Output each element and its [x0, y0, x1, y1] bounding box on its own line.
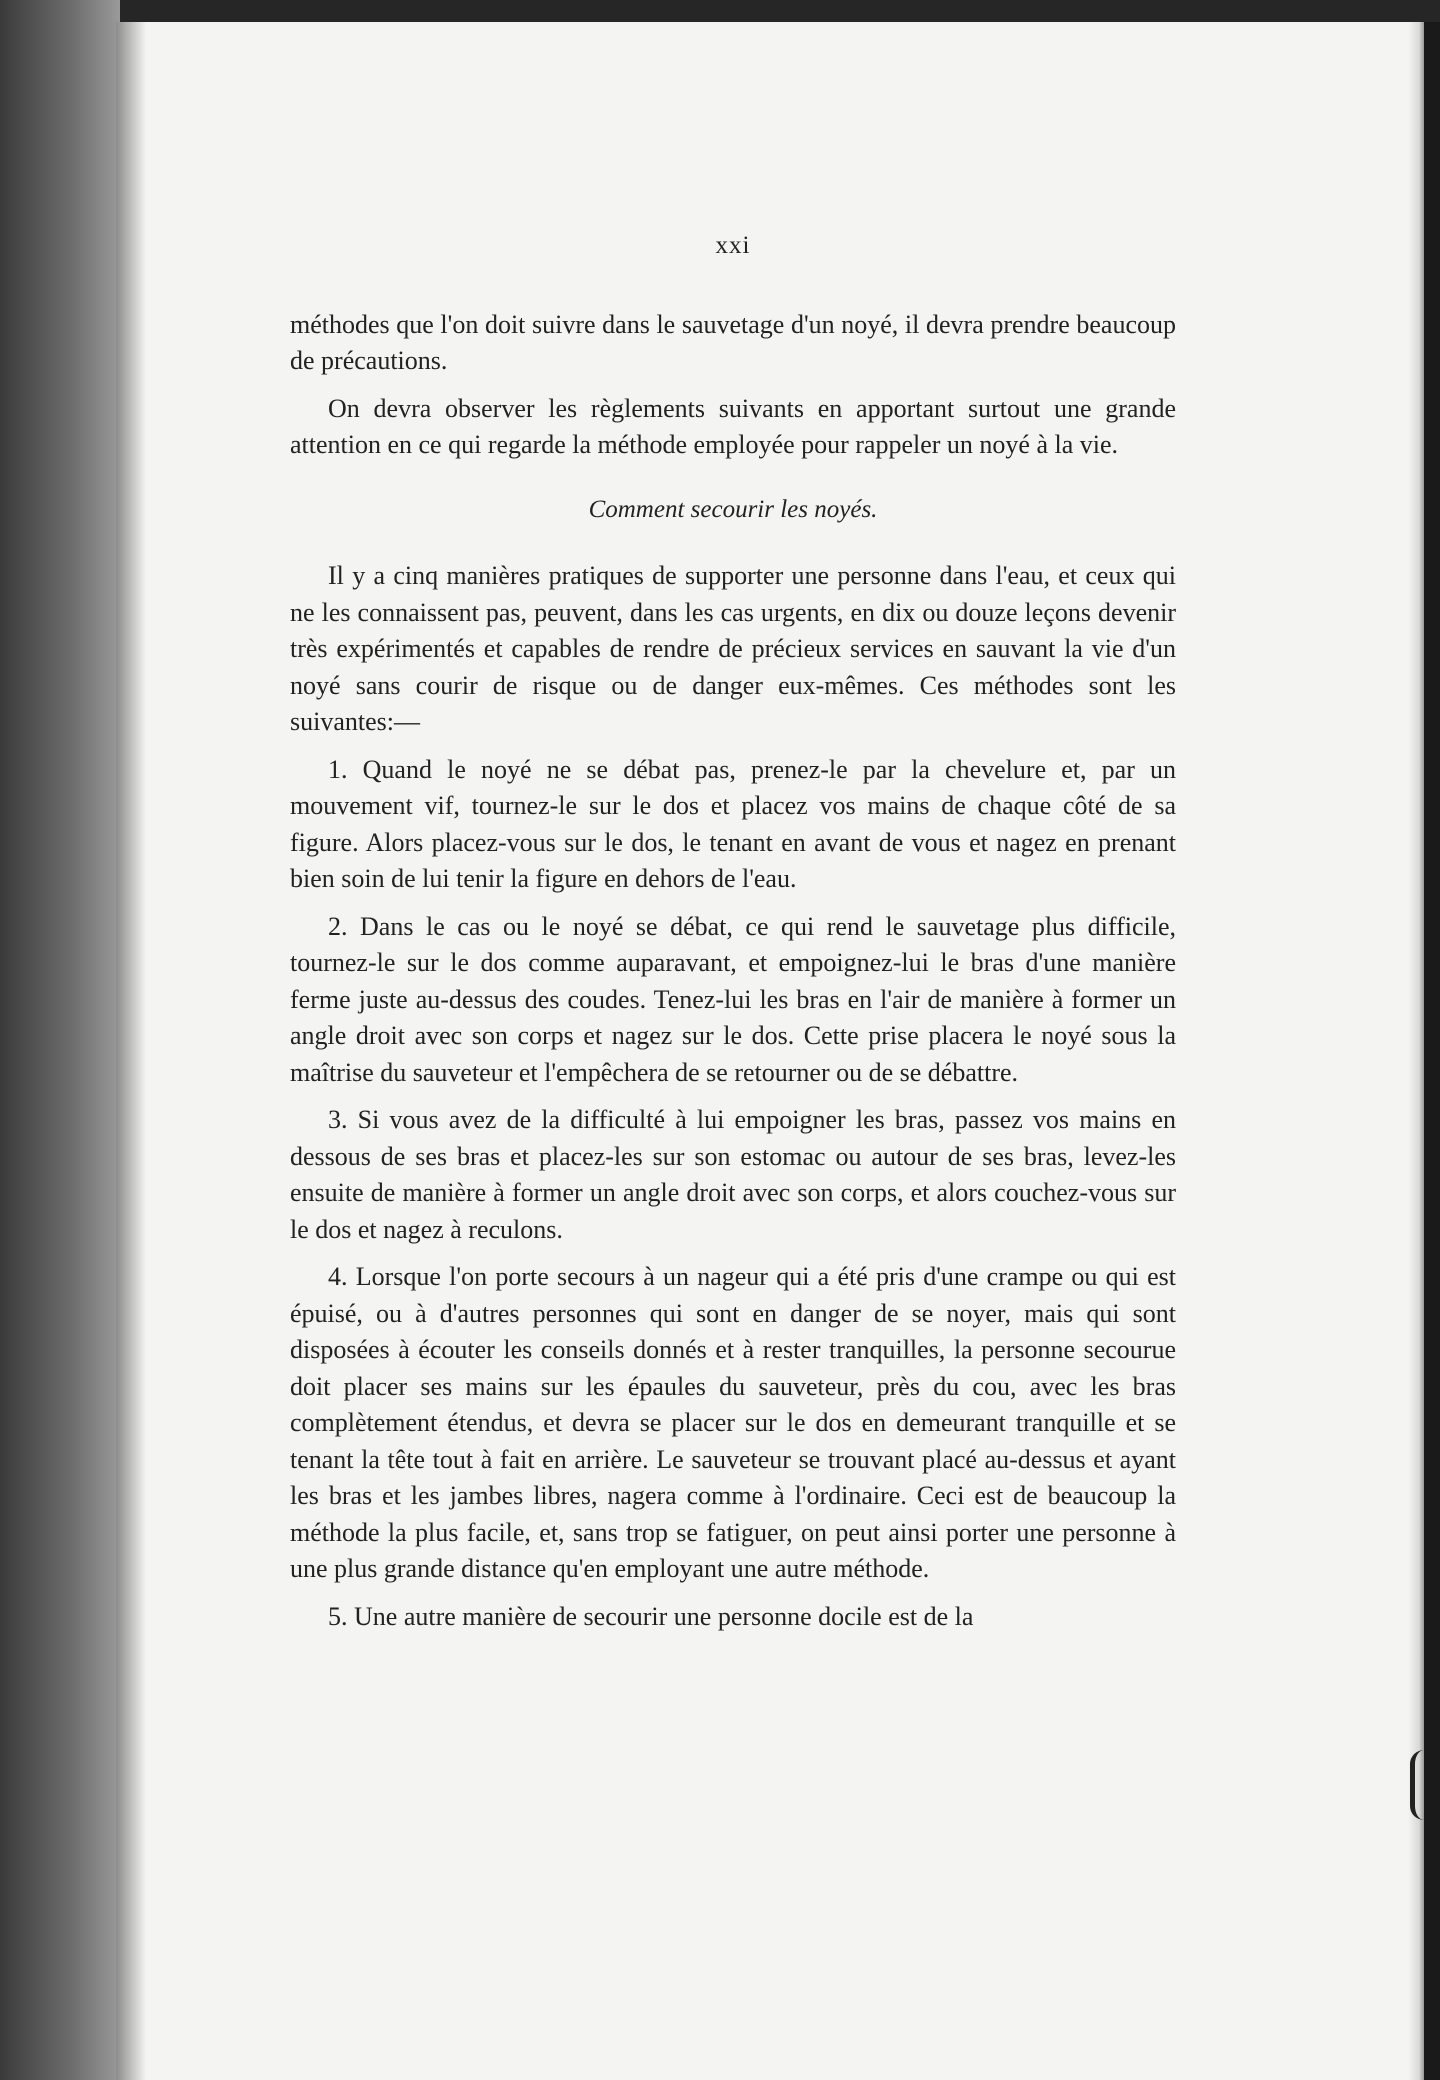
method-text: Dans le cas ou le noyé se débat, ce qui rend le sauvetage plus difficile, tournez-le sur le dos comme auparavant, et empoignez-lui le bras d'une manière ferme juste au-dessus des coudes. Tenez-lui les bras en l'air de manière à former un angle droit avec son corps et nagez sur le dos. Cette prise placera le noyé sous la maîtrise du sauveteur et l'empêchera de se retourner ou de se débattre. [290, 911, 1177, 1087]
method-item-5 [290, 1599, 1176, 1636]
scan-border-left [0, 0, 120, 2080]
method-number: 4. [328, 1262, 348, 1291]
method-item-2 [290, 909, 1176, 1092]
intro-paragraph-2: On devra observer les règlements suivants en apportant surtout une grande attention en ce qui regarde la méthode employée pour rappeler un noyé à la vie. [290, 393, 1176, 459]
method-text: Si vous avez de la difficulté à lui empoigner les bras, passez vos mains en dessous de ses bras et placez-les sur son estomac ou autour de ses bras, levez-les ensuite de manière à former un angle droit avec son corps, et alors couchez-vous sur le dos et nagez à reculons. [290, 1105, 1176, 1244]
intro-paragraph-1: méthodes que l'on doit suivre dans le sauvetage d'un noyé, il devra prendre beaucoup de précautions. [290, 309, 1176, 375]
method-item-3 [290, 1102, 1176, 1248]
method-text: Une autre manière de secourir une personne docile est de la [354, 1601, 974, 1631]
section-intro-paragraph: Il y a cinq manières pratiques de supporter une personne dans l'eau, et ceux qui ne les connaissent pas, peuvent, dans les cas urgents, en dix ou douze leçons devenir très expérimentés et capables de rendre de précieux services en sauvant la vie d'un noyé sans courir de risque ou de danger eux-mêmes. Ces méthodes sont les suivantes:— [290, 561, 1176, 736]
scan-border-top [0, 0, 1440, 22]
method-item-4 [290, 1259, 1176, 1588]
method-number: 3. [328, 1105, 348, 1134]
page-gutter-shadow [116, 22, 146, 2080]
method-number: 1. [328, 754, 348, 784]
method-number: 2. [328, 911, 348, 941]
page-text-block [290, 228, 1176, 1646]
section-title: Comment secourir les noyés. [588, 495, 878, 523]
method-text: Lorsque l'on porte secours à un nageur qui a été pris d'une crampe ou qui est épuisé, ou à d'autres personnes qui sont en danger de se noyer, mais qui sont disposées à écouter les conseils donnés et à rester tranquilles, la personne secourue doit placer ses mains sur les épaules du sauveteur, près du cou, avec les bras complètement étendus, et devra se placer sur le dos en demeurant tranquille et se tenant la tête tout à fait en arrière. Le sauveteur se trouvant placé au-dessus et ayant les bras et les jambes libres, nagera comme à l'ordinaire. Ceci est de beaucoup la méthode la plus facile, et, sans trop se fatiguer, on peut ainsi porter une personne à une plus grande distance qu'en employant une autre méthode. [290, 1262, 1177, 1583]
method-text: Quand le noyé ne se débat pas, prenez-le par la chevelure et, par un mouvement vif, tournez-le sur le dos et placez vos mains de chaque côté de sa figure. Alors placez-vous sur le dos, le tenant en avant de vous et nagez en prenant bien soin de lui tenir la figure en dehors de l'eau. [290, 754, 1177, 893]
edge-bracket-mark [1410, 1750, 1424, 1820]
method-item-1 [290, 752, 1176, 898]
method-number: 5. [328, 1601, 348, 1631]
page-number: xxi [715, 232, 751, 259]
